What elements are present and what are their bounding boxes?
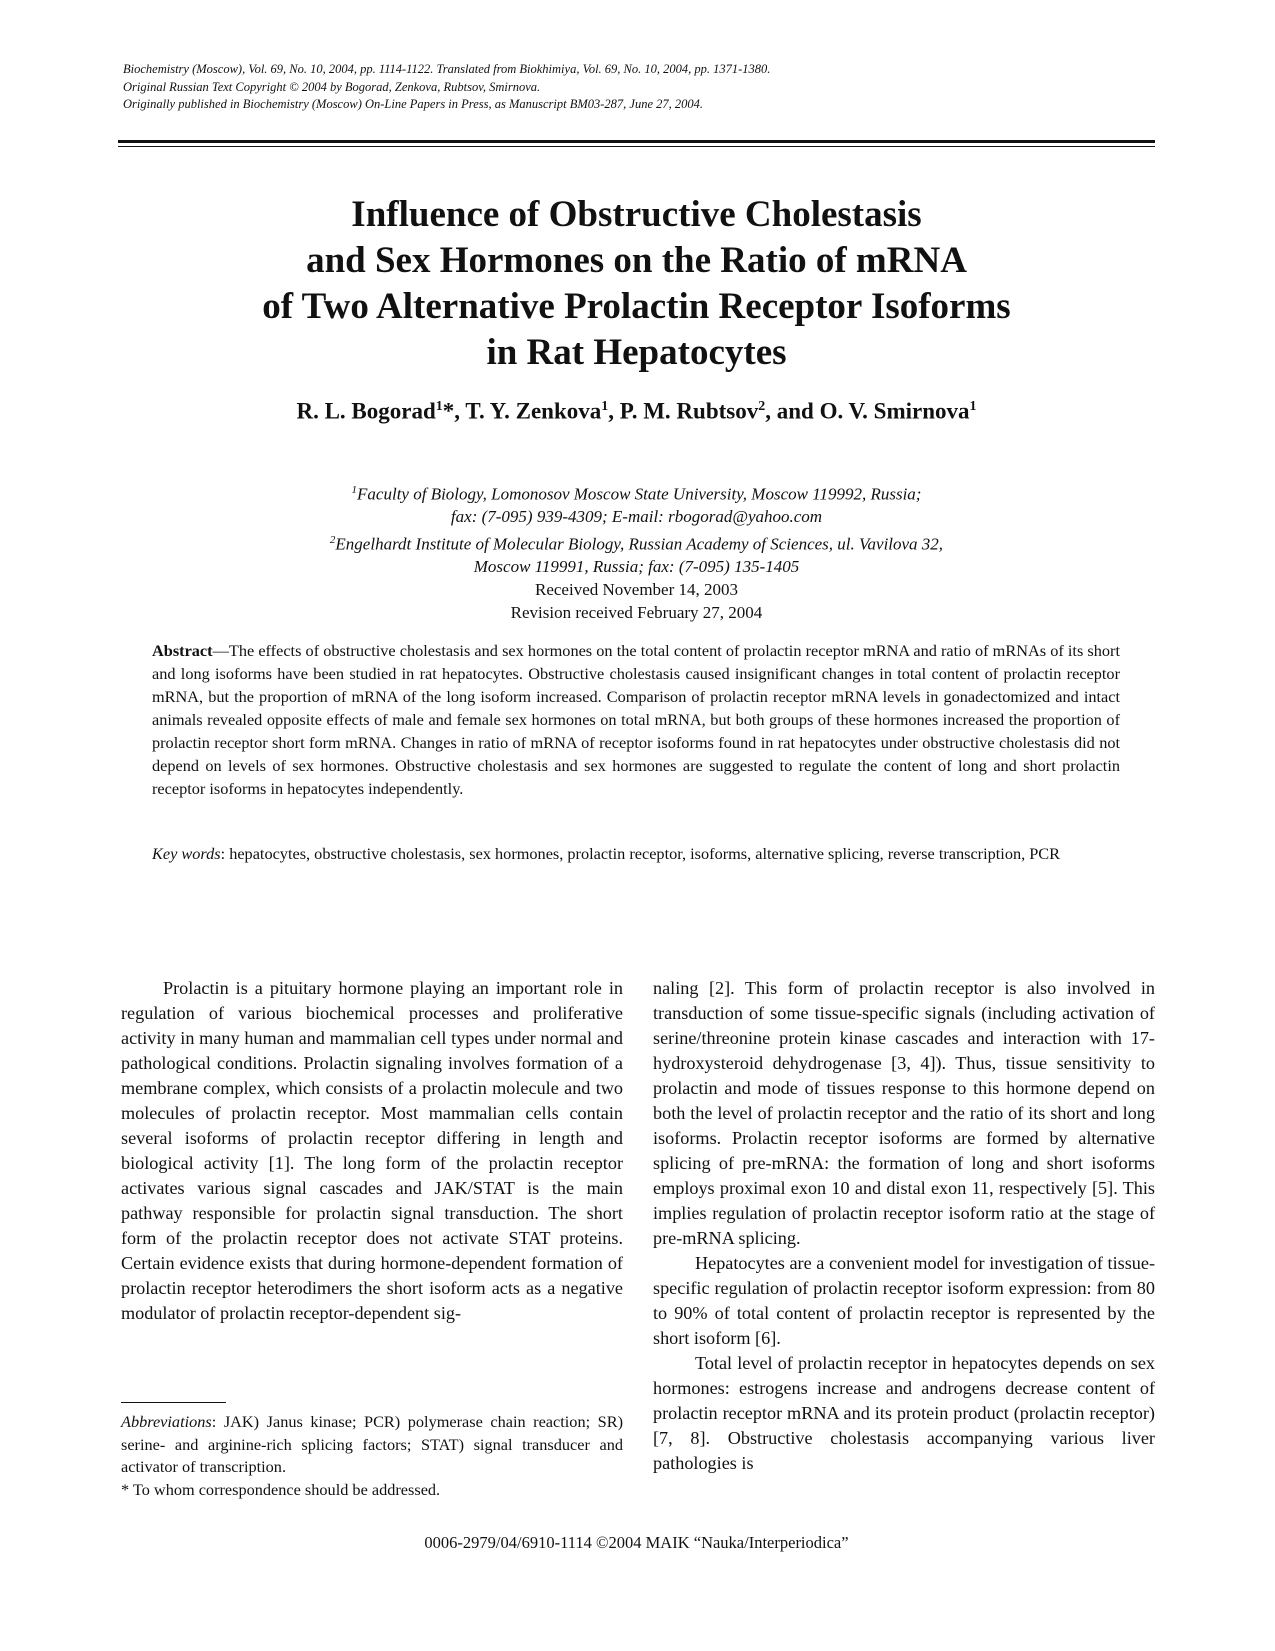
paper-title: [118, 192, 1155, 376]
corresponding-mark: *: [442, 398, 455, 424]
header-rule-thin: [118, 146, 1155, 147]
affiliation-1-line2: fax: (7-095) 939-4309; E-mail: rbogorad@yahoo.com: [450, 507, 823, 527]
abbreviations-text: : JAK) Janus kinase; PCR) polymerase chain reaction; SR) serine- and arginine-rich splicing factors; STAT) signal transducer and activator of transcription.: [121, 1412, 623, 1476]
abbreviations-label: Abbreviations: [121, 1412, 212, 1431]
body-right-column: [653, 976, 1155, 1476]
received-date: Received November 14, 2003: [535, 580, 738, 599]
title-line: Influence of Obstructive Cholestasis: [351, 194, 922, 235]
journal-header: [123, 61, 1153, 114]
author-sep: ,: [608, 398, 620, 424]
body-paragraph: naling [2]. This form of prolactin receptor is also involved in transduction of some tissue-specific signals (including activation of serine/threonine protein kinase cascades and interaction with 17-hydroxysteroid dehydrogenase [3, 4]). Thus, tissue sensitivity to prolactin and mode of tissues response to this hormone depend on both the level of prolactin receptor and the ratio of its short and long isoforms. Prolactin receptor isoforms are formed by alternative splicing of pre-mRNA: the formation of long and short isoforms employs proximal exon 10 and distal exon 11, respectively [5]. This implies regulation of prolactin receptor isoform ratio at the stage of pre-mRNA splicing.: [653, 978, 1155, 1248]
abstract: [152, 639, 1120, 800]
title-line: and Sex Hormones on the Ratio of mRNA: [306, 240, 967, 281]
header-copyright: Original Russian Text Copyright © 2004 by Bogorad, Zenkova, Rubtsov, Smirnova.: [123, 79, 541, 94]
keywords: [152, 842, 1120, 865]
affiliation-2-line2: Moscow 119991, Russia; fax: (7-095) 135-1405: [473, 556, 800, 576]
author-sep: , and: [765, 398, 820, 424]
header-citation: Biochemistry (Moscow), Vol. 69, No. 10, 2004, pp. 1114-1122. Translated from Biokhimiya, Vol. 69, No. 10, 2004, pp. 1371-1380.: [123, 62, 771, 76]
keywords-label: Key words: [152, 844, 221, 863]
revision-date: Revision received February 27, 2004: [510, 603, 763, 622]
author-name: P. M. Rubtsov: [619, 398, 759, 424]
author-affil-ref: 2: [758, 399, 766, 414]
affiliation-2-line1: [118, 529, 1155, 556]
body-paragraph: Total level of prolactin receptor in hepatocytes depends on sex hormones: estrogens increase and androgens decrease content of prolactin receptor mRNA and its protein product (prolactin receptor) [7, 8]. Obstructive cholestasis accompanying various liver pathologies is: [653, 1353, 1155, 1473]
author-affil-ref: 1: [969, 399, 977, 414]
page-footer: 0006-2979/04/6910-1114 ©2004 MAIK “Nauka/Interperiodica”: [424, 1533, 849, 1552]
body-paragraph: Prolactin is a pituitary hormone playing an important role in regulation of various biochemical processes and proliferative activity in many human and mammalian cell types under normal and pathological conditions. Prolactin signaling involves formation of a membrane complex, which consists of a prolactin molecule and two molecules of prolactin receptor. Most mammalian cells contain several isoforms of prolactin receptor differing in length and biological activity [1]. The long form of the prolactin receptor activates various signal cascades and JAK/STAT is the main pathway responsible for prolactin signal transduction. The short form of the prolactin receptor does not activate STAT proteins. Certain evidence exists that during hormone-dependent formation of prolactin receptor heterodimers the short isoform acts as a negative modulator of prolactin receptor-dependent sig-: [121, 978, 623, 1323]
abstract-text: —The effects of obstructive cholestasis and sex hormones on the total content of prolactin receptor mRNA and ratio of mRNAs of its short and long isoforms have been studied in rat hepatocytes. Obstructive cholestasis caused insignificant changes in total content of prolactin receptor mRNA, but the proportion of mRNA of the long isoform increased. Comparison of prolactin receptor mRNA levels in gonadectomized and intact animals revealed opposite effects of male and female sex hormones on total mRNA, but both groups of these hormones increased the proportion of prolactin receptor short form mRNA. Changes in ratio of mRNA of receptor isoforms found in rat hepatocytes under obstructive cholestasis did not depend on levels of sex hormones. Obstructive cholestasis and sex hormones are suggested to regulate the content of long and short prolactin receptor isoforms in hepatocytes independently.: [152, 641, 1120, 798]
body-left-column: [121, 976, 623, 1326]
correspondence-footnote: * To whom correspondence should be addressed.: [121, 1479, 441, 1499]
keywords-text: : hepatocytes, obstructive cholestasis, sex hormones, prolactin receptor, isoforms, alternative splicing, reverse transcription, PCR: [220, 844, 1061, 863]
author-name: R. L. Bogorad: [296, 398, 436, 424]
affil-number: 2: [329, 533, 336, 546]
author-affil-ref: 1: [601, 399, 609, 414]
author-list: [118, 392, 1155, 427]
affiliation-1-line1: [118, 479, 1155, 506]
title-line: of Two Alternative Prolactin Receptor Isoforms: [262, 286, 1011, 327]
header-rule-thick: [118, 140, 1155, 143]
body-paragraph: Hepatocytes are a convenient model for investigation of tissue-specific regulation of prolactin receptor isoform expression: from 80 to 90% of total content of prolactin receptor is represented by the short isoform [6].: [653, 1253, 1155, 1348]
footnote-rule: [121, 1402, 226, 1403]
abbreviations-footnote: [121, 1411, 623, 1479]
received-dates: [118, 578, 1155, 624]
author-sep: ,: [454, 398, 466, 424]
affil-text: Engelhardt Institute of Molecular Biology, Russian Academy of Sciences, ul. Vavilova 32,: [335, 534, 944, 554]
footnotes: [121, 1411, 623, 1501]
author-name: O. V. Smirnova: [819, 398, 970, 424]
abstract-label: Abstract: [152, 641, 213, 660]
affil-text: Faculty of Biology, Lomonosov Moscow State University, Moscow 119992, Russia;: [357, 484, 922, 504]
author-affil-ref: 1: [435, 399, 443, 414]
author-name: T. Y. Zenkova: [465, 398, 602, 424]
title-line: in Rat Hepatocytes: [486, 332, 787, 373]
header-online-note: Originally published in Biochemistry (Moscow) On-Line Papers in Press, as Manuscript BM03-287, June 27, 2004.: [123, 97, 704, 111]
affiliations: [118, 479, 1155, 578]
affil-number: 1: [351, 484, 358, 496]
